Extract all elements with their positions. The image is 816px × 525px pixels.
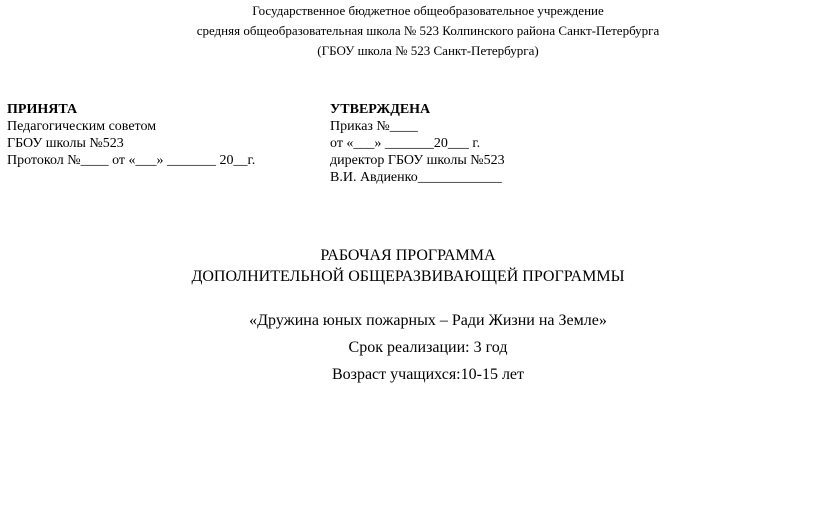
accepted-school: ГБОУ школы №523 [7, 136, 124, 151]
approved-signature: В.И. Авдиенко____________ [330, 170, 502, 185]
approved-director: директор ГБОУ школы №523 [330, 153, 505, 168]
accepted-title: ПРИНЯТА [7, 102, 78, 117]
accepted-council: Педагогическим советом [7, 119, 157, 134]
approved-date: от «___» _______20___ г. [330, 136, 481, 151]
accepted-block [7, 101, 255, 169]
school-header-line-3: (ГБОУ школа № 523 Санкт-Петербурга) [317, 43, 539, 58]
school-header-line-2: средняя общеобразовательная школа № 523 Колпинского района Санкт-Петербурга [196, 23, 660, 38]
school-header-line-1: Государственное бюджетное общеобразовательное учреждение [252, 3, 604, 18]
approved-title: УТВЕРЖДЕНА [330, 102, 431, 117]
program-title-line-2: ДОПОЛНИТЕЛЬНОЙ ОБЩЕРАЗВИВАЮЩЕЙ ПРОГРАММЫ [191, 268, 625, 285]
program-age: Возраст учащихся:10-15 лет [331, 366, 525, 383]
program-title-line-1: РАБОЧАЯ ПРОГРАММА [320, 247, 496, 264]
program-duration: Срок реализации: 3 год [348, 339, 508, 356]
accepted-protocol: Протокол №____ от «___» _______ 20__г. [7, 153, 256, 168]
approved-block [330, 101, 505, 186]
program-name: «Дружина юных пожарных – Ради Жизни на Земле» [249, 312, 607, 329]
approved-order: Приказ №____ [330, 119, 418, 134]
